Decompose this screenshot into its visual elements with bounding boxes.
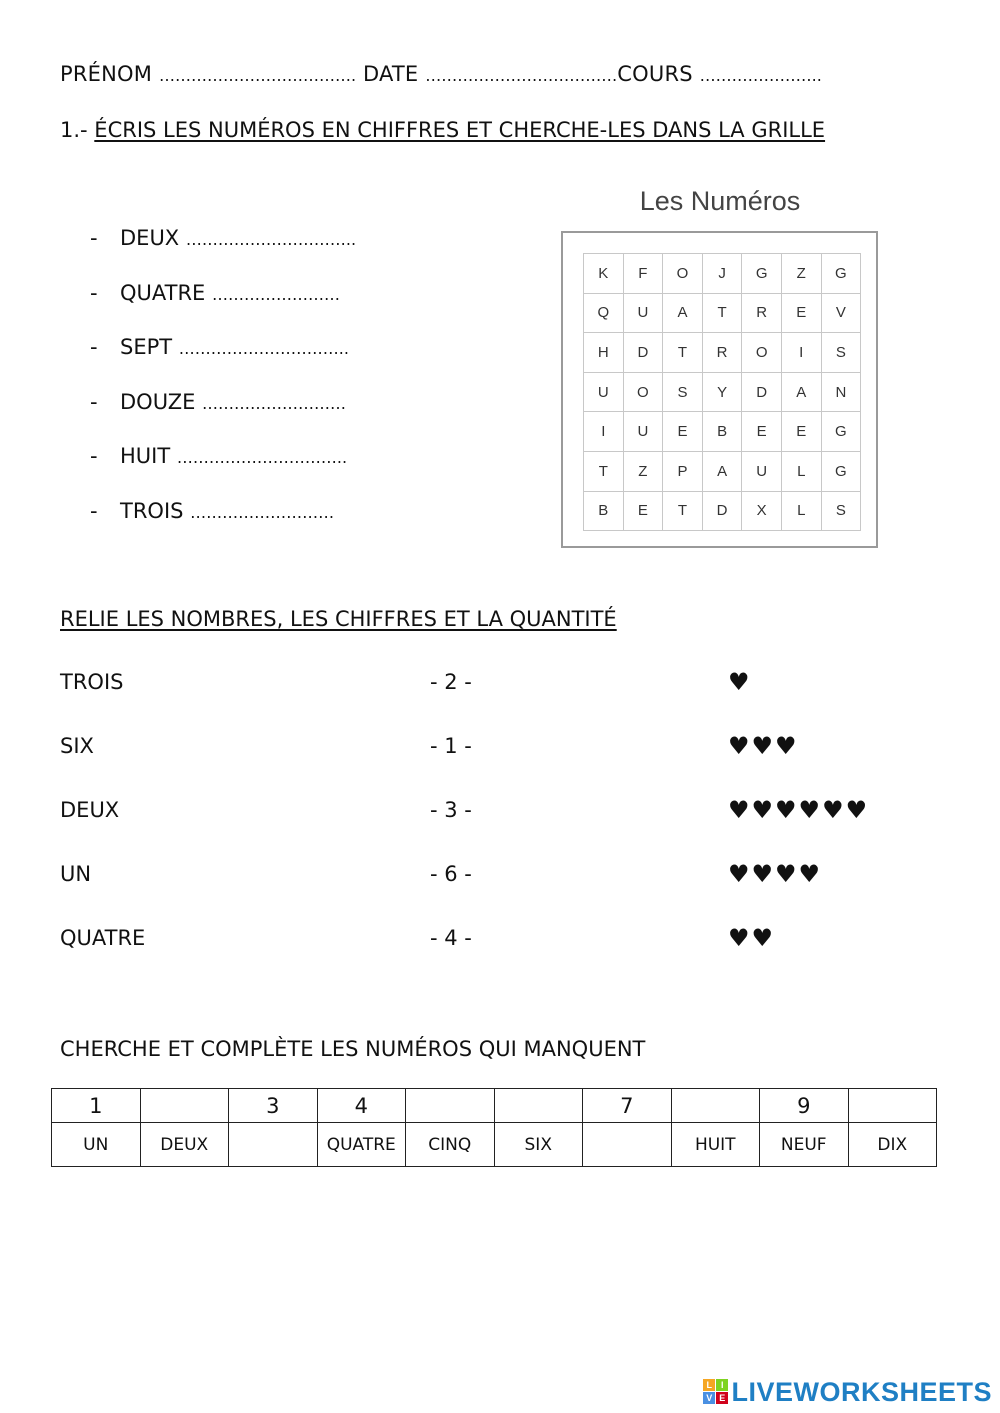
grid-cell[interactable]: D bbox=[623, 333, 663, 373]
grid-cell[interactable]: V bbox=[821, 293, 861, 333]
grid-cell[interactable]: P bbox=[663, 451, 703, 491]
grid-cell[interactable]: O bbox=[663, 254, 703, 294]
list-dash: - bbox=[90, 226, 98, 250]
answer-blank[interactable]: ………………………….. bbox=[176, 448, 348, 467]
grid-cell[interactable]: G bbox=[821, 254, 861, 294]
answer-blank[interactable]: ……………………… bbox=[202, 393, 347, 413]
match-number[interactable]: - 3 - bbox=[430, 798, 472, 822]
grid-cell[interactable]: E bbox=[781, 412, 821, 452]
date-blank[interactable]: ……………………………… bbox=[425, 66, 618, 85]
grid-cell[interactable]: R bbox=[742, 293, 782, 333]
match-number[interactable]: - 6 - bbox=[430, 862, 472, 886]
logo-square: I bbox=[716, 1379, 728, 1391]
word-search-title: Les Numéros bbox=[639, 186, 801, 216]
heart-icon[interactable]: ♥♥♥♥♥♥ bbox=[728, 796, 870, 824]
grid-cell[interactable]: D bbox=[742, 372, 782, 412]
grid-cell[interactable]: Q bbox=[584, 293, 624, 333]
prenom-label: PRÉNOM bbox=[60, 62, 153, 86]
word-cell: NEUF bbox=[760, 1123, 849, 1167]
grid-cell[interactable]: E bbox=[781, 293, 821, 333]
grid-cell[interactable]: R bbox=[702, 333, 742, 373]
match-row bbox=[60, 862, 940, 902]
list-word: SEPT bbox=[120, 335, 173, 359]
grid-row bbox=[584, 293, 861, 333]
grid-cell[interactable]: X bbox=[742, 491, 782, 531]
grid-cell[interactable]: U bbox=[584, 372, 624, 412]
digit-blank-cell[interactable] bbox=[671, 1089, 760, 1123]
grid-cell[interactable]: Z bbox=[623, 451, 663, 491]
words-row bbox=[52, 1123, 937, 1167]
list-word: HUIT bbox=[120, 444, 171, 468]
grid-cell[interactable]: H bbox=[584, 333, 624, 373]
grid-row bbox=[584, 451, 861, 491]
digit-cell: 7 bbox=[583, 1089, 672, 1123]
word-blank-cell[interactable] bbox=[583, 1123, 672, 1167]
heart-icon[interactable]: ♥♥♥ bbox=[728, 732, 799, 760]
match-word[interactable]: SIX bbox=[60, 734, 94, 758]
brand-name: LIVEWORKSHEETS bbox=[731, 1377, 992, 1407]
number-table bbox=[51, 1088, 937, 1167]
grid-cell[interactable]: A bbox=[781, 372, 821, 412]
match-number[interactable]: - 2 - bbox=[430, 670, 472, 694]
grid-cell[interactable]: Y bbox=[702, 372, 742, 412]
header-fields bbox=[60, 62, 822, 86]
grid-cell[interactable]: T bbox=[584, 451, 624, 491]
grid-cell[interactable]: L bbox=[781, 491, 821, 531]
answer-blank[interactable]: ……………………… bbox=[190, 502, 335, 522]
grid-cell[interactable]: E bbox=[742, 412, 782, 452]
liveworksheets-logo-icon bbox=[703, 1379, 729, 1405]
cours-label: COURS bbox=[617, 62, 693, 86]
list-dash: - bbox=[90, 444, 98, 468]
grid-cell[interactable]: G bbox=[821, 451, 861, 491]
grid-cell[interactable]: O bbox=[742, 333, 782, 373]
grid-row bbox=[584, 333, 861, 373]
list-item bbox=[90, 226, 356, 281]
list-item bbox=[90, 335, 356, 390]
cours-blank[interactable]: ………………….. bbox=[699, 66, 822, 85]
grid-cell[interactable]: D bbox=[702, 491, 742, 531]
word-cell: HUIT bbox=[671, 1123, 760, 1167]
section3-title: CHERCHE ET COMPLÈTE LES NUMÉROS QUI MANQUENT bbox=[60, 1037, 646, 1061]
grid-cell[interactable]: S bbox=[821, 333, 861, 373]
grid-cell[interactable]: O bbox=[623, 372, 663, 412]
match-word[interactable]: QUATRE bbox=[60, 926, 146, 950]
grid-cell[interactable]: S bbox=[663, 372, 703, 412]
grid-cell[interactable]: U bbox=[623, 293, 663, 333]
date-label: DATE bbox=[362, 62, 419, 86]
grid-cell[interactable]: F bbox=[623, 254, 663, 294]
number-word-list bbox=[90, 226, 356, 553]
answer-blank[interactable]: …………………… bbox=[212, 284, 341, 304]
match-number[interactable]: - 1 - bbox=[430, 734, 472, 758]
grid-cell[interactable]: E bbox=[623, 491, 663, 531]
digit-cell: 9 bbox=[760, 1089, 849, 1123]
match-word[interactable]: DEUX bbox=[60, 798, 120, 822]
match-number[interactable]: - 4 - bbox=[430, 926, 472, 950]
grid-row bbox=[584, 412, 861, 452]
grid-cell[interactable]: B bbox=[584, 491, 624, 531]
digit-cell: 4 bbox=[317, 1089, 406, 1123]
grid-cell[interactable]: K bbox=[584, 254, 624, 294]
grid-row bbox=[584, 491, 861, 531]
digits-row bbox=[52, 1089, 937, 1123]
prenom-blank[interactable]: ………………………………. bbox=[158, 66, 357, 85]
grid-cell[interactable]: Z bbox=[781, 254, 821, 294]
digit-cell: 1 bbox=[52, 1089, 141, 1123]
match-word[interactable]: UN bbox=[60, 862, 92, 886]
grid-cell[interactable]: S bbox=[821, 491, 861, 531]
digit-cell: 3 bbox=[229, 1089, 318, 1123]
grid-cell[interactable]: G bbox=[742, 254, 782, 294]
list-word: DOUZE bbox=[120, 389, 196, 414]
grid-cell[interactable]: U bbox=[742, 451, 782, 491]
word-search-box bbox=[561, 231, 878, 548]
grid-row bbox=[584, 254, 861, 294]
grid-cell[interactable]: U bbox=[623, 412, 663, 452]
word-cell: DIX bbox=[848, 1123, 937, 1167]
logo-square: E bbox=[716, 1392, 728, 1404]
grid-cell[interactable]: J bbox=[702, 254, 742, 294]
answer-blank[interactable]: ………………………….. bbox=[178, 339, 349, 358]
grid-cell[interactable]: E bbox=[663, 412, 703, 452]
liveworksheets-brand bbox=[703, 1377, 992, 1408]
grid-cell[interactable]: N bbox=[821, 372, 861, 412]
section2-title: RELIE LES NOMBRES, LES CHIFFRES ET LA QUANTITÉ bbox=[60, 607, 617, 631]
section1-prefix: 1.- bbox=[60, 118, 95, 142]
word-cell: CINQ bbox=[406, 1123, 495, 1167]
word-cell: SIX bbox=[494, 1123, 583, 1167]
heart-icon[interactable]: ♥ bbox=[728, 668, 752, 696]
list-dash: - bbox=[90, 280, 98, 305]
list-item bbox=[90, 499, 356, 554]
grid-cell[interactable]: T bbox=[663, 491, 703, 531]
grid-cell[interactable]: T bbox=[702, 293, 742, 333]
digit-blank-cell[interactable] bbox=[494, 1089, 583, 1123]
list-word: DEUX bbox=[120, 226, 180, 250]
grid-cell[interactable]: A bbox=[663, 293, 703, 333]
grid-cell[interactable]: L bbox=[781, 451, 821, 491]
grid-cell[interactable]: A bbox=[702, 451, 742, 491]
list-dash: - bbox=[90, 498, 98, 523]
match-row bbox=[60, 798, 940, 838]
list-item bbox=[90, 444, 356, 499]
grid-cell[interactable]: I bbox=[781, 333, 821, 373]
section1-title: ÉCRIS LES NUMÉROS EN CHIFFRES ET CHERCHE-LES DANS LA GRILLE bbox=[94, 118, 826, 142]
word-search-grid bbox=[583, 253, 861, 531]
answer-blank[interactable]: ………………………….. bbox=[185, 230, 357, 249]
logo-square: L bbox=[703, 1379, 715, 1391]
grid-cell[interactable]: I bbox=[584, 412, 624, 452]
match-row bbox=[60, 926, 940, 966]
heart-icon[interactable]: ♥♥♥♥ bbox=[728, 860, 823, 888]
list-item bbox=[90, 281, 356, 336]
logo-square: V bbox=[703, 1392, 715, 1404]
word-cell: DEUX bbox=[140, 1123, 229, 1167]
list-word: QUATRE bbox=[120, 280, 206, 305]
match-row bbox=[60, 670, 940, 710]
heart-icon[interactable]: ♥♥ bbox=[728, 924, 776, 952]
list-word: TROIS bbox=[120, 498, 184, 523]
digit-blank-cell[interactable] bbox=[848, 1089, 937, 1123]
section2-heading bbox=[60, 607, 617, 631]
word-cell: QUATRE bbox=[317, 1123, 406, 1167]
grid-row bbox=[584, 372, 861, 412]
match-row bbox=[60, 734, 940, 774]
digit-blank-cell[interactable] bbox=[140, 1089, 229, 1123]
list-dash: - bbox=[90, 335, 98, 359]
digit-blank-cell[interactable] bbox=[406, 1089, 495, 1123]
grid-cell[interactable]: G bbox=[821, 412, 861, 452]
list-item bbox=[90, 390, 356, 445]
grid-cell[interactable]: T bbox=[663, 333, 703, 373]
list-dash: - bbox=[90, 389, 98, 414]
word-cell: UN bbox=[52, 1123, 141, 1167]
word-blank-cell[interactable] bbox=[229, 1123, 318, 1167]
grid-cell[interactable]: B bbox=[702, 412, 742, 452]
match-word[interactable]: TROIS bbox=[60, 670, 124, 694]
section1-heading bbox=[60, 118, 825, 142]
